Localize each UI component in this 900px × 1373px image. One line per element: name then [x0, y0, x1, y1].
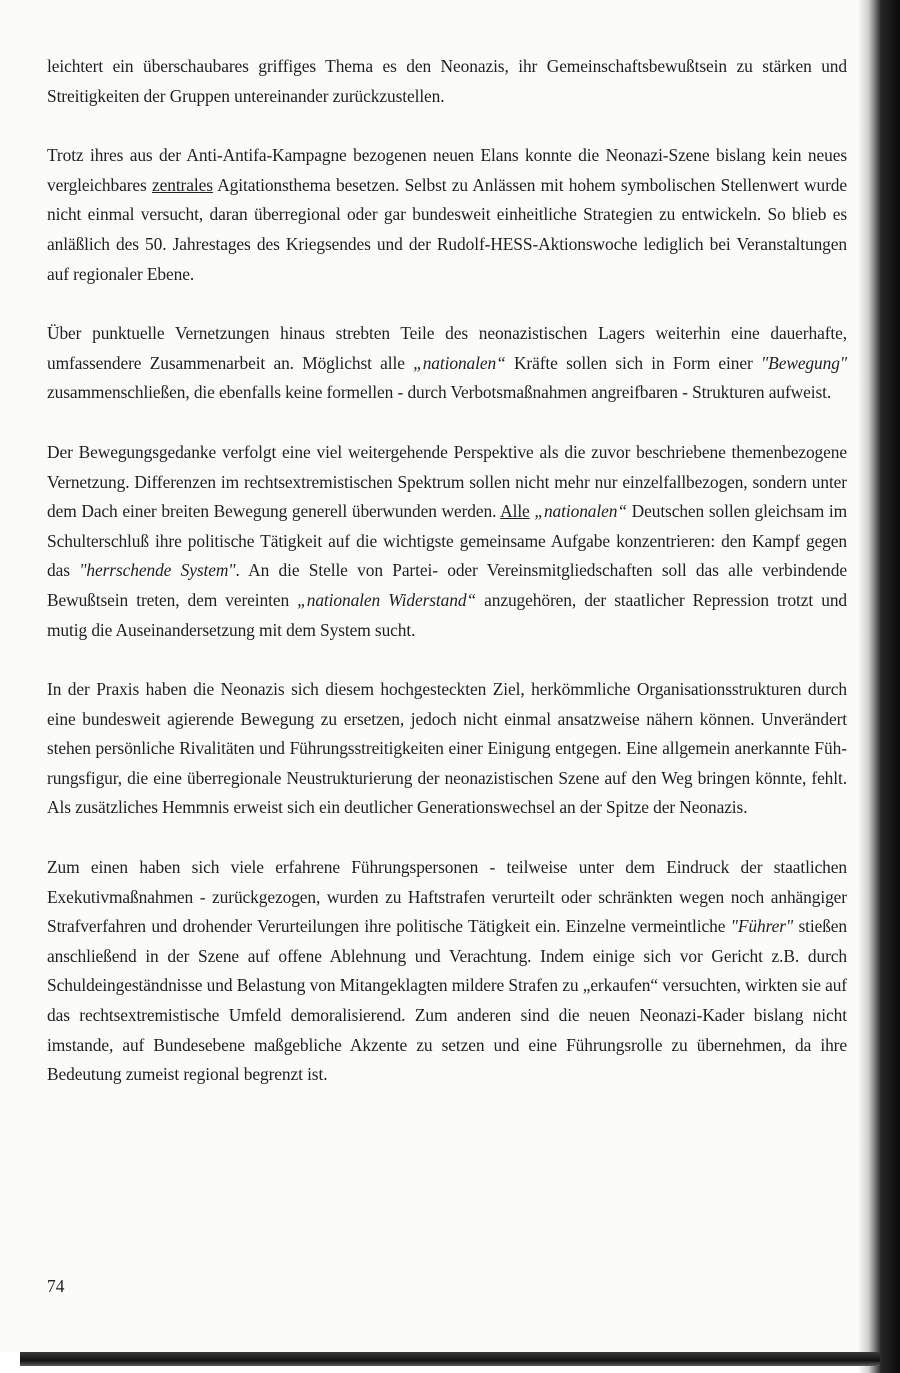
italic-term-herrschende-system: "herrschende System" [79, 560, 236, 581]
page-number: 74 [47, 1276, 65, 1296]
paragraph-4-text-c: . An die Stelle von Partei- oder Vereinsmitgliedschaften soll das alle verbindende Bewußtsein treten, dem vereinten [47, 560, 847, 610]
paragraph-3-text-c: zusammenschließen, die ebenfalls keine formellen - durch Verbotsmaßnahmen angreifbaren - Strukturen aufweist. [47, 382, 832, 403]
paragraph-3 [47, 319, 847, 408]
page-bottom-edge [20, 1352, 880, 1366]
paragraph-1 [47, 52, 847, 111]
italic-term-fuehrer: "Führer" [730, 916, 794, 937]
underlined-term-zentrales: zentrales [151, 174, 213, 195]
paragraph-4-text-d: anzugehören, der staatlicher Repression trotzt und mutig die Auseinandersetzung mit dem System sucht. [47, 589, 848, 640]
paragraph-2-text-a: Trotz ihres aus der Anti-Antifa-Kampagne bezogenen neuen Elans konnte die Neonazi-Szene bislang kein neues vergleichbares [47, 145, 847, 195]
paragraph-3-text-b: Kräfte sollen sich in Form einer [505, 352, 761, 373]
book-binding-shadow [858, 0, 900, 1373]
paragraph-2-text-b: Agitationsthema besetzen. Selbst zu Anlässen mit hohem symbolischen Stellenwert wurde nicht einmal versucht, daran überregional oder gar bundesweit einheitliche Strategien zu entwickeln. So blieb es anläßlich des 50. Jahrestages des Kriegsendes und der Rudolf-HESS-Aktionswoche lediglich bei Veranstaltungen auf regionaler Ebene. [47, 174, 847, 284]
paragraph-6-text-a: Zum einen haben sich viele erfahrene Führungspersonen - teilweise unter dem Eindruck der staatlichen Exekutivmaßnahmen - zurückgezogen, wurden zu Haftstrafen verurteilt oder schränkten wegen noch anhängiger Strafverfahren und drohender Verurteilungen ihre politische Tätigkeit ein. Einzelne vermeintliche [47, 857, 847, 937]
paragraph-4-text-a: Der Bewegungsgedanke verfolgt eine viel weitergehende Perspektive als die zuvor beschriebene themenbezogene Vernetzung. Differenzen im rechtsextremistischen Spektrum sollen nicht mehr nur einzelfallbezogen, sondern unter dem Dach einer breiten Bewegung generell überwunden werden. [47, 441, 847, 522]
italic-term-nationalen: „nationalen“ [413, 352, 506, 373]
paragraph-6-text-b: stießen anschließend in der Szene auf offene Ablehnung und Verachtung. Indem einige sich vor Gericht z.B. durch Schuldeingeständnisse und Belastung von Mitangeklagten mildere Strafen zu „erkaufen“ versuchten, wirkten sie auf das rechtsextremistische Umfeld demoralisierend. Zum anderen sind die neuen Neonazi-Kader bislang nicht imstande, auf Bundesebene maßgebliche Akzente zu setzen und eine Führungsrolle zu übernehmen, da ihre Bedeutung zumeist regional begrenzt ist. [47, 916, 847, 1085]
paragraph-6 [47, 853, 847, 1090]
italic-term-nationalen-2: „nationalen“ [534, 501, 627, 522]
paragraph-2 [47, 141, 847, 289]
italic-term-nationalen-widerstand: „nationalen Widerstand“ [297, 589, 477, 610]
italic-term-bewegung: "Bewegung" [760, 352, 848, 373]
paragraph-5-text: In der Praxis haben die Neonazis sich diesem hochgesteckten Ziel, herkömmliche Organisationsstrukturen durch eine bundesweit agierende Bewegung zu ersetzen, jedoch nicht einmal ansatzweise nähern können. Unverändert stehen persönliche Rivalitäten und Führungsstreitigkeiten einer Einigung entgegen. Eine allgemein anerkannte Führungsfigur, die eine überregionale Neustrukturierung der neonazistischen Szene auf den Weg bringen könnte, fehlt. Als zusätzliches Hemmnis erweist sich ein deutlicher Generationswechsel an der Spitze der Neonazis. [47, 679, 847, 818]
paragraph-3-text-a: Über punktuelle Vernetzungen hinaus strebten Teile des neonazistischen Lagers weiterhin eine dauerhafte, umfassendere Zusammenarbeit an. Möglichst alle [47, 323, 847, 373]
paragraph-4-text-b: Deutschen sollen gleichsam im Schulterschluß ihre politische Tätigkeit auf die wichtigste gemeinsame Aufgabe konzentrieren: den Kampf gegen das [47, 501, 847, 581]
paragraph-5 [47, 675, 847, 823]
paragraph-1-text: leichtert ein überschaubares griffiges Thema es den Neonazis, ihr Gemeinschaftsbewußtsein zu stärken und Streitigkeiten der Gruppen untereinander zurückzustellen. [47, 56, 847, 106]
paragraph-4 [47, 438, 847, 645]
body-text [47, 52, 847, 1090]
underlined-term-alle: Alle [500, 501, 530, 522]
